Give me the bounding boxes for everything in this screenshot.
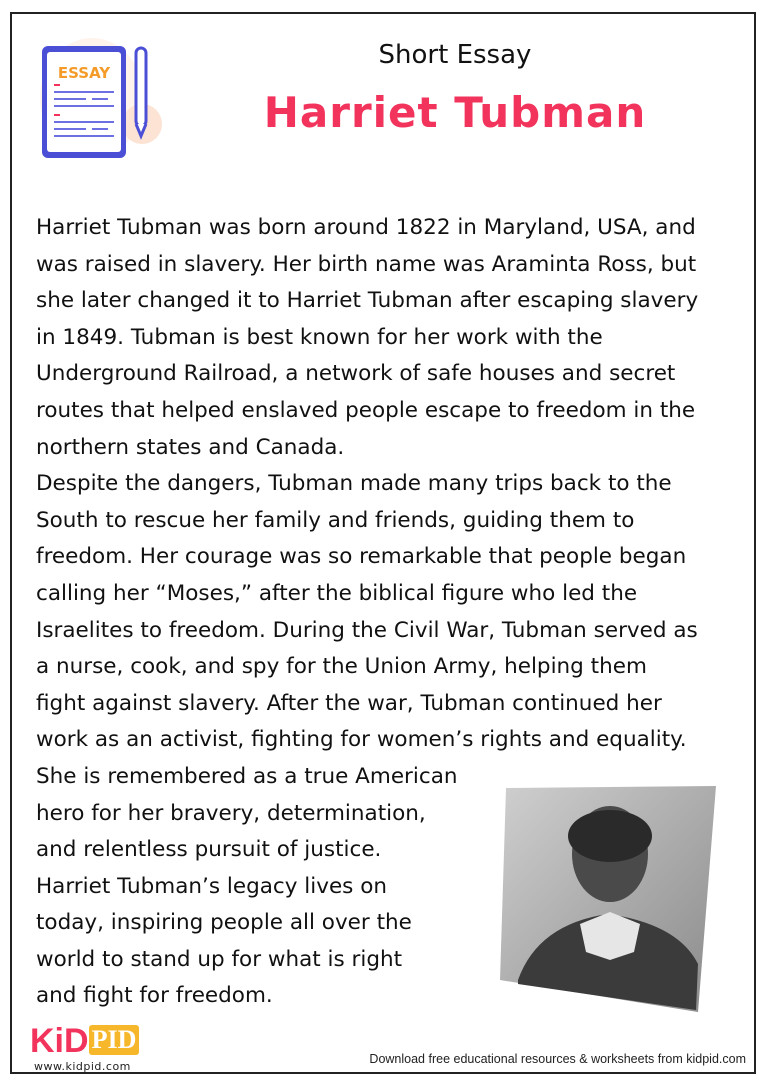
essay-line: Underground Railroad, a network of safe houses and secret — [36, 361, 676, 387]
essay-line: routes that helped enslaved people escape to freedom in the — [36, 397, 696, 423]
essay-line: She is remembered as a true American — [36, 763, 458, 789]
essay-line: hero for her bravery, determination, — [36, 800, 426, 826]
essay-line: freedom. Her courage was so remarkable that people began — [36, 544, 687, 570]
essay-title: Harriet Tubman — [263, 88, 647, 137]
essay-line: South to rescue her family and friends, guiding them to — [36, 507, 635, 533]
essay-line: calling her “Moses,” after the biblical figure who led the — [36, 580, 638, 606]
essay-icon — [30, 36, 170, 166]
essay-subtitle: Short Essay — [378, 40, 532, 70]
essay-line: a nurse, cook, and spy for the Union Army, helping them — [36, 654, 647, 680]
essay-line: northern states and Canada. — [36, 434, 345, 460]
essay-line: she later changed it to Harriet Tubman after escaping slavery — [36, 288, 699, 314]
essay-line: and relentless pursuit of justice. — [36, 837, 382, 863]
essay-line: Harriet Tubman was born around 1822 in Maryland, USA, and — [36, 215, 696, 240]
essay-line: today, inspiring people all over the — [36, 910, 412, 936]
essay-line: world to stand up for what is right — [36, 946, 403, 972]
download-footer: Download free educational resources & worksheets from kidpid.com — [369, 1052, 746, 1066]
essay-line: work as an activist, fighting for women’s rights and equality. — [36, 727, 687, 753]
essay-line: Harriet Tubman’s legacy lives on — [36, 873, 387, 899]
essay-line: was raised in slavery. Her birth name was Araminta Ross, but — [36, 251, 697, 277]
essay-line: fight against slavery. After the war, Tubman continued her — [36, 690, 662, 716]
essay-line: and fight for freedom. — [36, 983, 273, 1009]
harriet-tubman-portrait — [498, 784, 720, 1016]
essay-line: in 1849. Tubman is best known for her work with the — [36, 324, 603, 350]
logo-pid: PID — [89, 1025, 140, 1055]
logo-url[interactable]: www.kidpid.com — [34, 1060, 131, 1073]
logo-kid: KiD — [30, 1022, 89, 1060]
essay-line: Despite the dangers, Tubman made many trips back to the — [36, 471, 672, 497]
kidpid-logo[interactable] — [30, 1022, 139, 1061]
essay-icon-label: ESSAY — [57, 64, 111, 82]
essay-line: Israelites to freedom. During the Civil War, Tubman served as — [36, 617, 698, 643]
